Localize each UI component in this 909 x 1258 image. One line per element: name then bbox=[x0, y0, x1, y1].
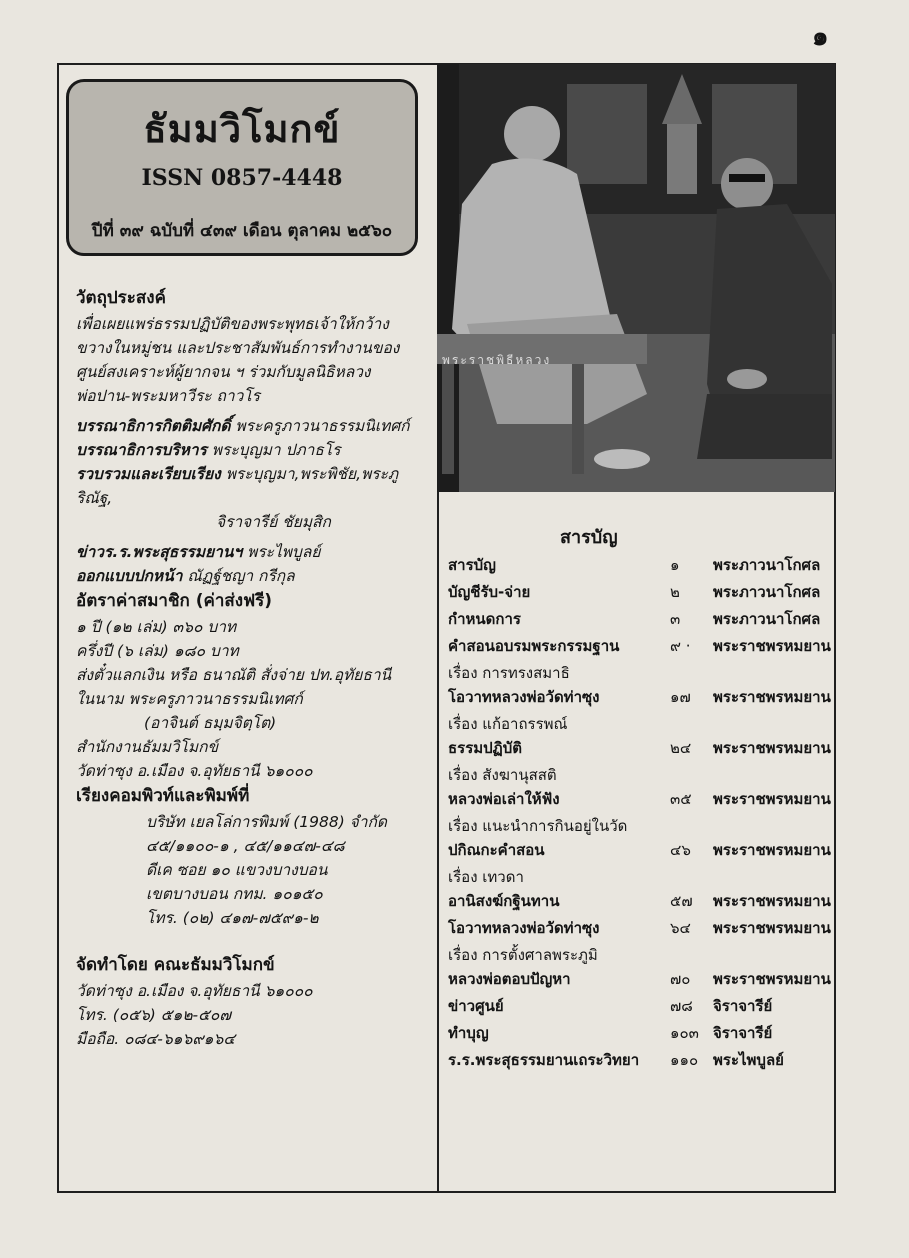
toc-row-author: พระภาวนาโกศล bbox=[713, 610, 821, 628]
toc-row-author: พระราชพรหมยาน bbox=[713, 841, 831, 859]
toc-row-author: พระราชพรหมยาน bbox=[713, 970, 831, 988]
toc-row-page: ๒๔ bbox=[670, 739, 692, 757]
toc-row bbox=[448, 967, 838, 994]
toc-row-title: กำหนดการ bbox=[448, 610, 521, 628]
toc-row-subtitle-line bbox=[448, 763, 838, 787]
toc-row-author: พระราชพรหมยาน bbox=[713, 739, 831, 757]
toc-row bbox=[448, 580, 838, 607]
toc-row-page: ๖๔ bbox=[670, 919, 691, 937]
toc-row-title: สารบัญ bbox=[448, 556, 496, 574]
toc-row-subtitle: เรื่อง สังฆานุสสติ bbox=[448, 766, 557, 784]
toc-row bbox=[448, 994, 838, 1021]
toc-row-page: ๔๖ bbox=[670, 841, 691, 859]
subscription-heading: อัตราค่าสมาชิก (ค่าส่งฟรี) bbox=[76, 591, 273, 611]
toc-row-subtitle: เรื่อง การทรงสมาธิ bbox=[448, 664, 570, 682]
school-news-label: ข่าวร.ร.พระสุธรรมยานฯ bbox=[76, 543, 243, 561]
office-line: สำนักงานธัมมวิโมกข์ bbox=[76, 738, 219, 756]
printer-heading: เรียงคอมพิวท์และพิมพ์ที่ bbox=[76, 786, 250, 806]
school-news bbox=[76, 540, 428, 564]
issn-number: ISSN 0857-4448 bbox=[141, 165, 343, 191]
toc-row-page: ๓ bbox=[670, 610, 681, 628]
publisher-line: มือถือ. ๐๘๔-๖๑๖๙๑๖๔ bbox=[76, 1030, 236, 1048]
publisher-heading: จัดทำโดย คณะธัมมวิโมกข์ bbox=[76, 955, 275, 975]
admin-editor-value: พระบุญมา ปภาธโร bbox=[211, 441, 341, 459]
cover-photo bbox=[437, 64, 835, 492]
objective-line: พ่อปาน-พระมหาวีระ ถาวโร bbox=[76, 387, 260, 405]
toc-row-author: พระไพบูลย์ bbox=[713, 1051, 784, 1069]
left-column bbox=[76, 285, 428, 1051]
payment-line: ในนาม พระครูภาวนาธรรมนิเทศก์ bbox=[76, 690, 303, 708]
toc-row-title: ข่าวศูนย์ bbox=[448, 997, 504, 1015]
toc-row-title: คำสอนอบรมพระกรรมฐาน bbox=[448, 637, 620, 655]
compilers-value-2: จิราจารีย์ ชัยมุสิก bbox=[216, 513, 331, 531]
publisher-line: วัดท่าซุง อ.เมือง จ.อุทัยธานี ๖๑๐๐๐ bbox=[76, 982, 313, 1000]
toc-row bbox=[448, 889, 838, 916]
compilers-value: พระบุญมา,พระพิชัย,พระภูริณัฐ, bbox=[76, 465, 399, 507]
toc-row-page: ๒ bbox=[670, 583, 680, 601]
admin-editor-label: บรรณาธิการบริหาร bbox=[76, 441, 207, 459]
printer-line: ดีเค ซอย ๑๐ แขวงบางบอน bbox=[146, 861, 328, 879]
toc-row-page: ๑๗ bbox=[670, 688, 691, 706]
honorary-editor-value: พระครูภาวนาธรรมนิเทศก์ bbox=[235, 417, 410, 435]
toc-title: สารบัญ bbox=[560, 527, 618, 548]
masthead-box bbox=[66, 79, 418, 256]
toc-row bbox=[448, 1021, 838, 1048]
school-news-value: พระไพบูลย์ bbox=[247, 543, 321, 561]
toc-row-page: ๕๗ bbox=[670, 892, 693, 910]
toc-row-title: ธรรมปฏิบัติ bbox=[448, 739, 523, 757]
toc-row-subtitle-line bbox=[448, 865, 838, 889]
toc-row-page: ๑ bbox=[670, 556, 680, 574]
toc-row-author: พระราชพรหมยาน bbox=[713, 637, 831, 655]
payment-line: (อาจินต์ ธมฺมจิตฺโต) bbox=[144, 714, 277, 732]
photo-illustration bbox=[437, 64, 835, 492]
toc-row-author: จิราจารีย์ bbox=[713, 997, 773, 1015]
toc-row-title: โอวาทหลวงพ่อวัดท่าซุง bbox=[448, 688, 600, 706]
objective-line: ศูนย์สงเคราะห์ผู้ยากจน ฯ ร่วมกับมูลนิธิหลวง bbox=[76, 363, 371, 381]
toc-row-title: ทำบุญ bbox=[448, 1024, 489, 1042]
printer-line: ๔๕/๑๑๐๐-๑ , ๔๕/๑๑๔๗-๔๘ bbox=[146, 837, 345, 855]
toc-row bbox=[448, 607, 838, 634]
toc-row-page: ๑๑๐ bbox=[670, 1051, 699, 1069]
toc-row-page: ๙ · bbox=[670, 637, 691, 655]
office-line: วัดท่าซุง อ.เมือง จ.อุทัยธานี ๖๑๐๐๐ bbox=[76, 762, 313, 780]
honorary-editor-label: บรรณาธิการกิตติมศักดิ์ bbox=[76, 417, 231, 435]
publisher-line: โทร. (๐๕๖) ๕๑๒-๕๐๗ bbox=[76, 1006, 231, 1024]
toc-row-subtitle-line bbox=[448, 661, 838, 685]
subscription-half: ครึ่งปี (๖ เล่ม) ๑๘๐ บาท bbox=[76, 642, 239, 660]
cover-design bbox=[76, 564, 428, 588]
honorary-editor bbox=[76, 414, 428, 438]
magazine-title: ธัมมวิโมกข์ bbox=[143, 106, 341, 151]
toc-row-title: หลวงพ่อตอบปัญหา bbox=[448, 970, 571, 988]
toc-row-subtitle: เรื่อง เทวดา bbox=[448, 868, 524, 886]
toc-row-title: หลวงพ่อเล่าให้ฟัง bbox=[448, 790, 560, 808]
compilers-label: รวบรวมและเรียบเรียง bbox=[76, 465, 221, 483]
toc-row bbox=[448, 787, 838, 814]
toc-row-page: ๗๘ bbox=[670, 997, 693, 1015]
toc-row-title: โอวาทหลวงพ่อวัดท่าซุง bbox=[448, 919, 600, 937]
cover-design-value: ณัฏฐ์ชญา กรีกุล bbox=[187, 567, 295, 585]
toc-row bbox=[448, 1048, 838, 1075]
toc-row-title: อานิสงฆ์กฐินทาน bbox=[448, 892, 560, 910]
toc-row-title: ร.ร.พระสุธรรมยานเถระวิทยา bbox=[448, 1051, 640, 1069]
toc-row-author: พระราชพรหมยาน bbox=[713, 892, 831, 910]
compilers bbox=[76, 462, 428, 510]
objective-line: ขวางในหมู่ชน และประชาสัมพันธ์การทำงานของ bbox=[76, 339, 400, 357]
objective-heading: วัตถุประสงค์ bbox=[76, 288, 166, 308]
table-of-contents bbox=[448, 553, 838, 1075]
toc-row-author: จิราจารีย์ bbox=[713, 1024, 773, 1042]
admin-editor bbox=[76, 438, 428, 462]
toc-row-subtitle-line bbox=[448, 814, 838, 838]
toc-row-subtitle: เรื่อง แนะนำการกินอยู่ในวัด bbox=[448, 817, 628, 835]
toc-row-author: พระราชพรหมยาน bbox=[713, 919, 831, 937]
printer-line: เขตบางบอน กทม. ๑๐๑๕๐ bbox=[146, 885, 323, 903]
photo-sign: พระราชพิธีหลวง bbox=[442, 353, 552, 367]
toc-row-author: พระภาวนาโกศล bbox=[713, 583, 821, 601]
toc-row bbox=[448, 916, 838, 943]
toc-row bbox=[448, 736, 838, 763]
toc-row bbox=[448, 685, 838, 712]
toc-row-subtitle: เรื่อง แก้อาถรรพณ์ bbox=[448, 715, 568, 733]
toc-row-author: พระราชพรหมยาน bbox=[713, 790, 831, 808]
toc-row-author: พระภาวนาโกศล bbox=[713, 556, 821, 574]
toc-row-author: พระราชพรหมยาน bbox=[713, 688, 831, 706]
cover-design-label: ออกแบบปกหน้า bbox=[76, 567, 183, 585]
printer-line: บริษัท เยลโล่การพิมพ์ (1988) จำกัด bbox=[146, 813, 387, 831]
payment-line: ส่งตั๋วแลกเงิน หรือ ธนาณัติ สั่งจ่าย ปท.อุทัยธานี bbox=[76, 666, 392, 684]
toc-row-page: ๓๕ bbox=[670, 790, 692, 808]
toc-row bbox=[448, 838, 838, 865]
toc-row-page: ๑๐๓ bbox=[670, 1024, 699, 1042]
toc-row-subtitle-line bbox=[448, 712, 838, 736]
subscription-year: ๑ ปี (๑๒ เล่ม) ๓๖๐ บาท bbox=[76, 618, 237, 636]
objective-line: เพื่อเผยแพร่ธรรมปฏิบัติของพระพุทธเจ้าให้กว้าง bbox=[76, 315, 389, 333]
toc-row-page: ๗๐ bbox=[670, 970, 691, 988]
toc-row bbox=[448, 634, 838, 661]
toc-row-subtitle: เรื่อง การตั้งศาลพระภูมิ bbox=[448, 946, 598, 964]
toc-row bbox=[448, 553, 838, 580]
page-number: ๑ bbox=[812, 22, 829, 52]
toc-row-title: บัญชีรับ-จ่าย bbox=[448, 583, 531, 601]
issue-info: ปีที่ ๓๙ ฉบับที่ ๔๓๙ เดือน ตุลาคม ๒๕๖๐ bbox=[91, 221, 393, 241]
toc-row-title: ปกิณกะคำสอน bbox=[448, 841, 545, 859]
toc-row-subtitle-line bbox=[448, 943, 838, 967]
printer-line: โทร. (๐๒) ๔๑๗-๗๕๙๑-๒ bbox=[146, 909, 319, 927]
